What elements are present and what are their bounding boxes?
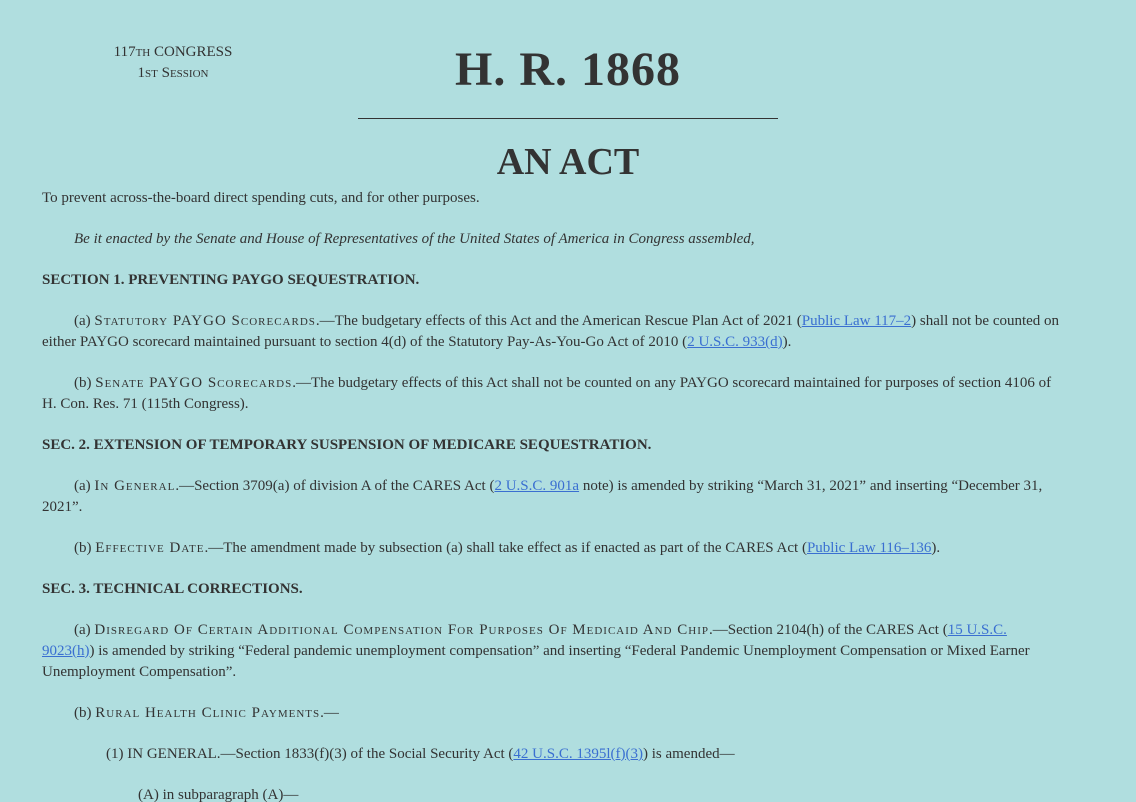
public-law-116-136-link[interactable]: Public Law 116–136 [806,540,932,556]
title-divider [358,118,778,119]
subsection-text: .— [320,705,339,721]
subsection-heading: Effective Date [95,540,205,556]
congress-session-block [100,42,246,84]
enacting-clause: Be it enacted by the Senate and House of Representatives of the United States of America in Congress assembled, [74,231,755,247]
session-label: 1st Session [137,65,209,81]
section-2-subsection-a [42,476,1062,518]
paragraph-text: (1) IN GENERAL.—Section 1833(f)(3) of the Social Security Act ( [106,746,514,762]
section-2-subsection-b [42,538,1062,559]
subsection-text: ). [931,540,941,556]
act-title: AN ACT [496,141,640,183]
subsection-text: ). [782,334,792,350]
section-3-paragraph-b1 [42,744,1062,765]
subsection-heading: Senate PAYGO Scorecards [95,375,293,391]
usc-933d-link[interactable]: 2 U.S.C. 933(d) [687,334,783,350]
section-1-heading: SECTION 1. PREVENTING PAYGO SEQUESTRATION. [42,272,420,288]
subsection-text: .—Section 3709(a) of division A of the CARES Act ( [175,478,495,494]
subsection-text: .—The budgetary effects of this Act and the American Rescue Plan Act of 2021 ( [315,313,802,329]
subsection-label: (a) [74,313,95,329]
congress-number: 117th CONGRESS [113,44,233,60]
subsection-heading: Statutory PAYGO Scorecards [94,313,316,329]
subsection-heading: Rural Health Clinic Payments [95,705,321,721]
usc-9023h-link[interactable]: 15 U.S.C. 9023(h) [42,622,1007,659]
subsection-label: (a) [74,478,95,494]
subsection-label: (b) [74,375,96,391]
subsection-heading: Disregard Of Certain Additional Compensation For Purposes Of Medicaid And Chip [94,622,709,638]
section-3-subsection-a [42,620,1062,683]
subsection-text: ) shall not be counted on either PAYGO scorecard maintained pursuant to section 4(d) of the Statutory Pay-As-You-Go Act of 2010 ( [42,313,1060,350]
section-3-heading: SEC. 3. TECHNICAL CORRECTIONS. [42,581,303,597]
subsection-text: ) is amended by striking “Federal pandemic unemployment compensation” and inserting “Federal Pandemic Unemployment Compensation or Mixed Earner Unemployment Compensation”. [42,643,1030,680]
subsection-heading: In General [94,478,176,494]
section-1-subsection-b [42,373,1062,415]
section-1-subsection-a [42,311,1062,353]
section-2-heading: SEC. 2. EXTENSION OF TEMPORARY SUSPENSION OF MEDICARE SEQUESTRATION. [42,437,652,453]
subsection-text: note) is amended by striking “March 31, 2021” and inserting “December 31, 2021”. [42,478,1043,515]
public-law-117-2-link[interactable]: Public Law 117–2 [801,313,912,329]
bill-purpose: To prevent across-the-board direct spending cuts, and for other purposes. [42,190,480,206]
subsection-text: .—The amendment made by subsection (a) shall take effect as if enacted as part of the CARES Act ( [204,540,807,556]
subsection-label: (a) [74,622,95,638]
section-3-subsection-b [42,703,1062,724]
subsection-text: .—Section 2104(h) of the CARES Act ( [708,622,948,638]
bill-number: H. R. 1868 [455,43,681,96]
subsection-label: (b) [74,705,96,721]
usc-1395l-link[interactable]: 42 U.S.C. 1395l(f)(3) [513,746,643,762]
section-3-subparagraph-A: (A) in subparagraph (A)— [138,787,299,802]
bill-text [42,188,1062,802]
subsection-text: .—The budgetary effects of this Act shall not be counted on any PAYGO scorecard maintained for purposes of section 4106 of H. Con. Res. 71 (115th Congress). [42,375,1052,412]
paragraph-text: ) is amended— [642,746,735,762]
usc-901a-link[interactable]: 2 U.S.C. 901a [494,478,580,494]
subsection-label: (b) [74,540,96,556]
